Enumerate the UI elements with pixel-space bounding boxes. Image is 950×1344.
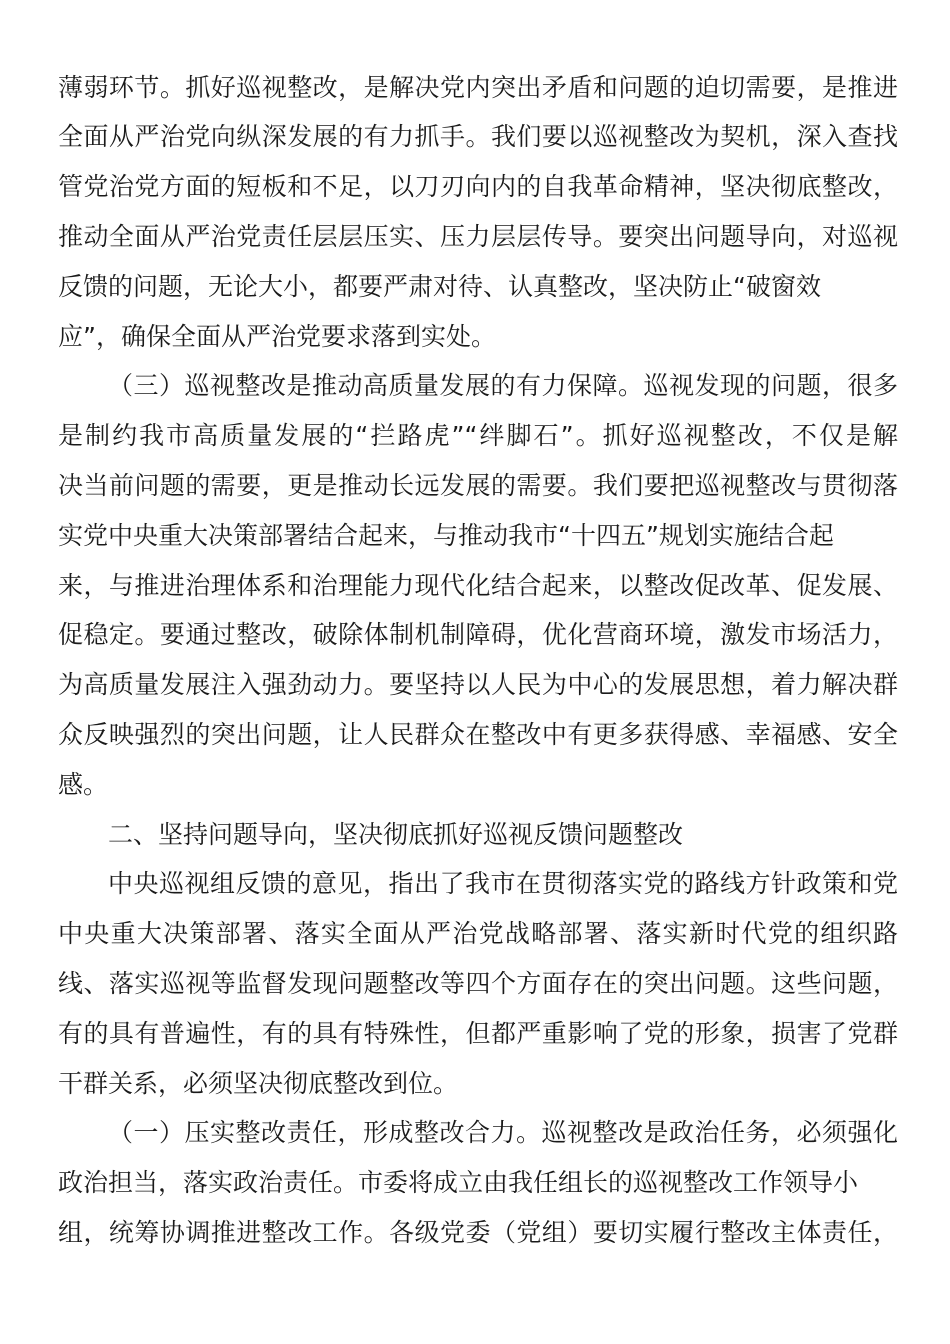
text-line: 决当前问题的需要，更是推动长远发展的需要。我们要把巡视整改与贯彻落 [58,471,898,500]
text-line: 线、落实巡视等监督发现问题整改等四个方面存在的突出问题。这些问题， [58,969,898,998]
section-heading-3: （三）巡视整改是推动高质量发展的有力保障。巡视发现的问题，很多 [108,371,898,400]
text-line: 感。 [58,770,109,799]
text-line: 中央重大决策部署、落实全面从严治党战略部署、落实新时代党的组织路 [58,919,898,948]
section-heading-1: （一）压实整改责任，形成整改合力。巡视整改是政治任务，必须强化 [108,1118,898,1147]
text-line: 有的具有普遍性，有的具有特殊性，但都严重影响了党的形象，损害了党群 [58,1019,898,1048]
text-line: 促稳定。要通过整改，破除体制机制障碍，优化营商环境，激发市场活力， [58,620,898,649]
text-line: 薄弱环节。抓好巡视整改，是解决党内突出矛盾和问题的迫切需要，是推进 [58,73,898,102]
text-line: 组，统筹协调推进整改工作。各级党委（党组）要切实履行整改主体责任， [58,1218,898,1247]
text-line: 干群关系，必须坚决彻底整改到位。 [58,1069,459,1098]
text-line: 反馈的问题，无论大小，都要严肃对待、认真整改，坚决防止“破窗效 [58,272,821,301]
text-line: 全面从严治党向纵深发展的有力抓手。我们要以巡视整改为契机，深入查找 [58,122,898,151]
text-line: 管党治党方面的短板和不足，以刀刃向内的自我革命精神，坚决彻底整改， [58,172,898,201]
text-line: 政治担当，落实政治责任。市委将成立由我任组长的巡视整改工作领导小 [58,1168,859,1197]
text-line: 实党中央重大决策部署结合起来，与推动我市“十四五”规划实施结合起 [58,521,834,550]
text-line: 众反映强烈的突出问题，让人民群众在整改中有更多获得感、幸福感、安全 [58,720,898,749]
text-line: 来，与推进治理体系和治理能力现代化结合起来，以整改促改革、促发展、 [58,571,898,600]
text-line: 为高质量发展注入强劲动力。要坚持以人民为中心的发展思想，着力解决群 [58,670,898,699]
text-line: 应”，确保全面从严治党要求落到实处。 [58,322,496,351]
text-line: 中央巡视组反馈的意见，指出了我市在贯彻落实党的路线方针政策和党 [108,869,898,898]
section-heading-2: 二、坚持问题导向，坚决彻底抓好巡视反馈问题整改 [108,820,684,849]
text-line: 推动全面从严治党责任层层压实、压力层层传导。要突出问题导向，对巡视 [58,222,898,251]
text-line: 是制约我市高质量发展的“拦路虎”“绊脚石”。抓好巡视整改，不仅是解 [58,421,898,450]
